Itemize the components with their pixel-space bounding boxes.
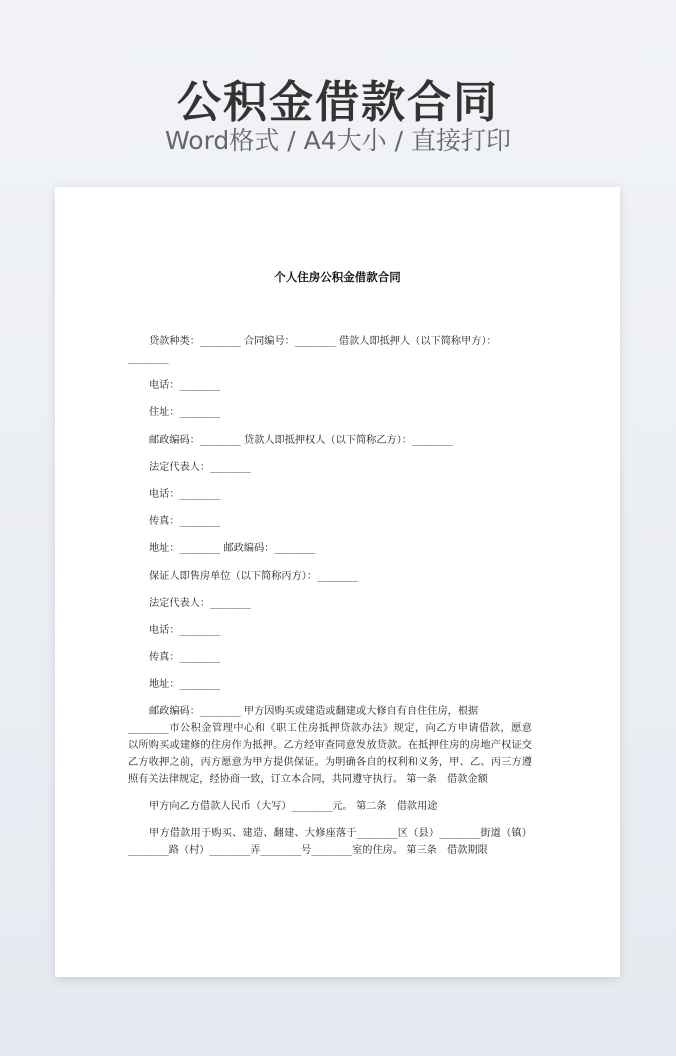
doc-line: 邮政编码：________ 贷款人即抵押权人（以下简称乙方）：________: [149, 434, 453, 446]
paragraph-line: 照有关法律规定，经协商一致，订立本合同，共同遵守执行。 第一条 借款金额: [128, 774, 488, 786]
doc-line: 电话：________: [149, 488, 221, 500]
doc-line: 住址：________: [149, 407, 221, 419]
document-page: [55, 187, 620, 977]
doc-line: 电话：________: [149, 380, 221, 392]
doc-line: 地址：________ 邮政编码：________: [149, 543, 316, 555]
doc-line: 电话：________: [149, 624, 221, 636]
doc-line: ________: [128, 353, 169, 364]
paragraph-line: 邮政编码：________ 甲方因购买或建造或翻建或大修自有自住住房，根据: [149, 706, 479, 718]
document-title: 个人住房公积金借款合同: [274, 270, 401, 284]
document-body: [128, 335, 532, 861]
page-title: 公积金借款合同: [177, 77, 499, 128]
doc-line: 法定代表人：________: [149, 597, 251, 609]
paragraph-line: ________市公积金管理中心和《职工住房抵押贷款办法》规定，向乙方申请借款，愿意: [128, 723, 532, 735]
paragraph-line: 甲方借款用于购买、建造、翻建、大修座落于________区（县）________街道（镇）: [149, 828, 532, 840]
paragraph-line: 乙方收押之前，丙方愿意为甲方提供保证。为明确各自的权利和义务，甲、乙、丙三方遵: [128, 757, 532, 769]
doc-line: 贷款种类：________ 合同编号：________ 借款人即抵押人（以下简称甲方）：: [149, 336, 497, 347]
doc-line: 法定代表人：________: [149, 461, 251, 473]
paragraph-line: 甲方向乙方借款人民币（大写）________元。 第二条 借款用途: [149, 801, 438, 813]
paragraph-line: ________路（村）________弄________号________室的住房。 第三条 借款期限: [128, 845, 488, 857]
paragraph-line: 以所购买或建修的住房作为抵押。乙方经审查同意发放贷款。在抵押住房的房地产权证交: [128, 740, 532, 752]
doc-line: 传真：________: [149, 516, 221, 528]
doc-line: 传真：________: [149, 652, 221, 664]
doc-line: 地址：________: [149, 679, 221, 691]
doc-line: 保证人即售房单位（以下简称丙方）：________: [149, 570, 358, 582]
page-subtitle: Word格式 / A4大小 / 直接打印: [165, 126, 511, 155]
